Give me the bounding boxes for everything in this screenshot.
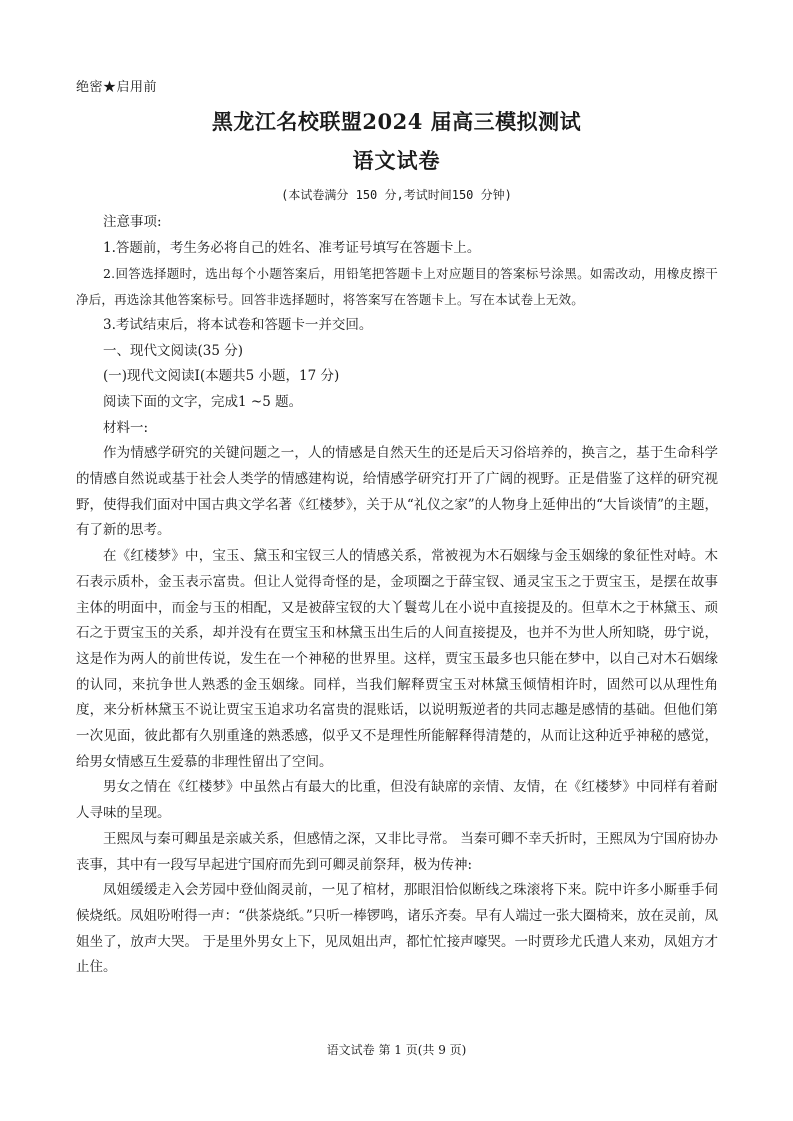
exam-subtitle: 语文试卷 [352, 148, 441, 173]
notice-item-2: 2.回答选择题时，选出每个小题答案后，用铅笔把答题卡上对应题目的答案标号涂黑。如需改动，用橡皮擦干净后，再选涂其他答案标号。回答非选择题时，将答案写在答题卡上。写在本试卷上无效。 [76, 266, 718, 308]
section-part1: 一、现代文阅读(35 分) [103, 342, 244, 359]
notice-heading: 注意事项: [103, 214, 162, 230]
section-part1-sub: (一)现代文阅读Ⅰ(本题共5 小题，17 分) [103, 368, 340, 385]
passage-quote: 凤姐缓缓走入会芳园中登仙阁灵前，一见了棺材，那眼泪恰似断线之珠滚将下来。院中许多小厮垂手伺候烧纸。凤姐吩咐得一声：“供茶烧纸。”只听一棒锣鸣，诸乐齐奏。早有人端过一张大圈椅来，放在灵前，凤姐坐了，放声大哭。 于是里外男女上下，见凤姐出声，都忙忙接声嚎哭。一时贾珍尤氏遣人来劝，凤姐方才止住。 [76, 882, 718, 976]
page-footer: 语文试卷 第 1 页(共 9 页) [326, 1043, 467, 1057]
section-instruction: 阅读下面的文字，完成1 ~5 题。 [103, 393, 303, 410]
passage-paragraph: 在《红楼梦》中，宝玉、黛玉和宝钗三人的情感关系，常被视为木石姻缘与金玉姻缘的象征性对峙。木石表示质朴，金玉表示富贵。但让人觉得奇怪的是，金项圈之于薛宝钗、通灵宝玉之于贾宝玉，是摆在故事主体的明面中，而金与玉的相配，又是被薛宝钗的大丫鬟莺儿在小说中直接提及的。但草木之于林黛玉、顽石之于贾宝玉的关系，却并没有在贾宝玉和林黛玉出生后的人间直接提及，也并不为世人所知晓，毋宁说，这是作为两人的前世传说，发生在一个神秘的世界里。这样，贾宝玉最多也只能在梦中，以自己对木石姻缘的认同，来抗争世人熟悉的金玉姻缘。同样，当我们解释贾宝玉对林黛玉倾情相许时，固然可以从理性角度，来分析林黛玉不说让贾宝玉追求功名富贵的混账话，以说明叛逆者的共同志趣是感情的基础。但他们第一次见面，彼此都有久别重逢的熟悉感，似乎又不是理性所能解释得清楚的，从而让这种近乎神秘的感觉，给男女情感互生爱慕的非理性留出了空间。 [76, 548, 718, 770]
passage-paragraph: 作为情感学研究的关键问题之一，人的情感是自然天生的还是后天习俗培养的，换言之，基于生命科学的情感自然说或基于社会人类学的情感建构说，给情感学研究打开了广阔的视野。正是借鉴了这样的研究视野，使得我们面对中国古典文学名著《红楼梦》，关于从“礼仪之家”的人物身上延伸出的“大旨谈情”的主题，有了新的思考。 [76, 445, 718, 539]
passage-paragraph: 男女之情在《红楼梦》中虽然占有最大的比重，但没有缺席的亲情、友情，在《红楼梦》中同样有着耐人寻味的呈现。 [76, 779, 718, 822]
notice-item-3: 3.考试结束后，将本试卷和答题卡一并交回。 [103, 316, 373, 333]
exam-title: 黑龙江名校联盟2024 届高三模拟测试 [211, 109, 582, 134]
exam-body [76, 210, 718, 981]
score-info: (本试卷满分 150 分,考试时间150 分钟) [281, 188, 512, 202]
material-label: 材料一: [103, 419, 149, 436]
passage-paragraph: 王熙凤与秦可卿虽是亲戚关系，但感情之深，又非比寻常。 当秦可卿不幸夭折时，王熙凤为宁国府协办丧事，其中有一段写早起进宁国府而先到可卿灵前祭拜，极为传神: [76, 830, 718, 873]
confidential-mark: 绝密★启用前 [76, 80, 158, 95]
notice-item-1: 1.答题前，考生务必将自己的姓名、准考证号填写在答题卡上。 [103, 239, 481, 256]
